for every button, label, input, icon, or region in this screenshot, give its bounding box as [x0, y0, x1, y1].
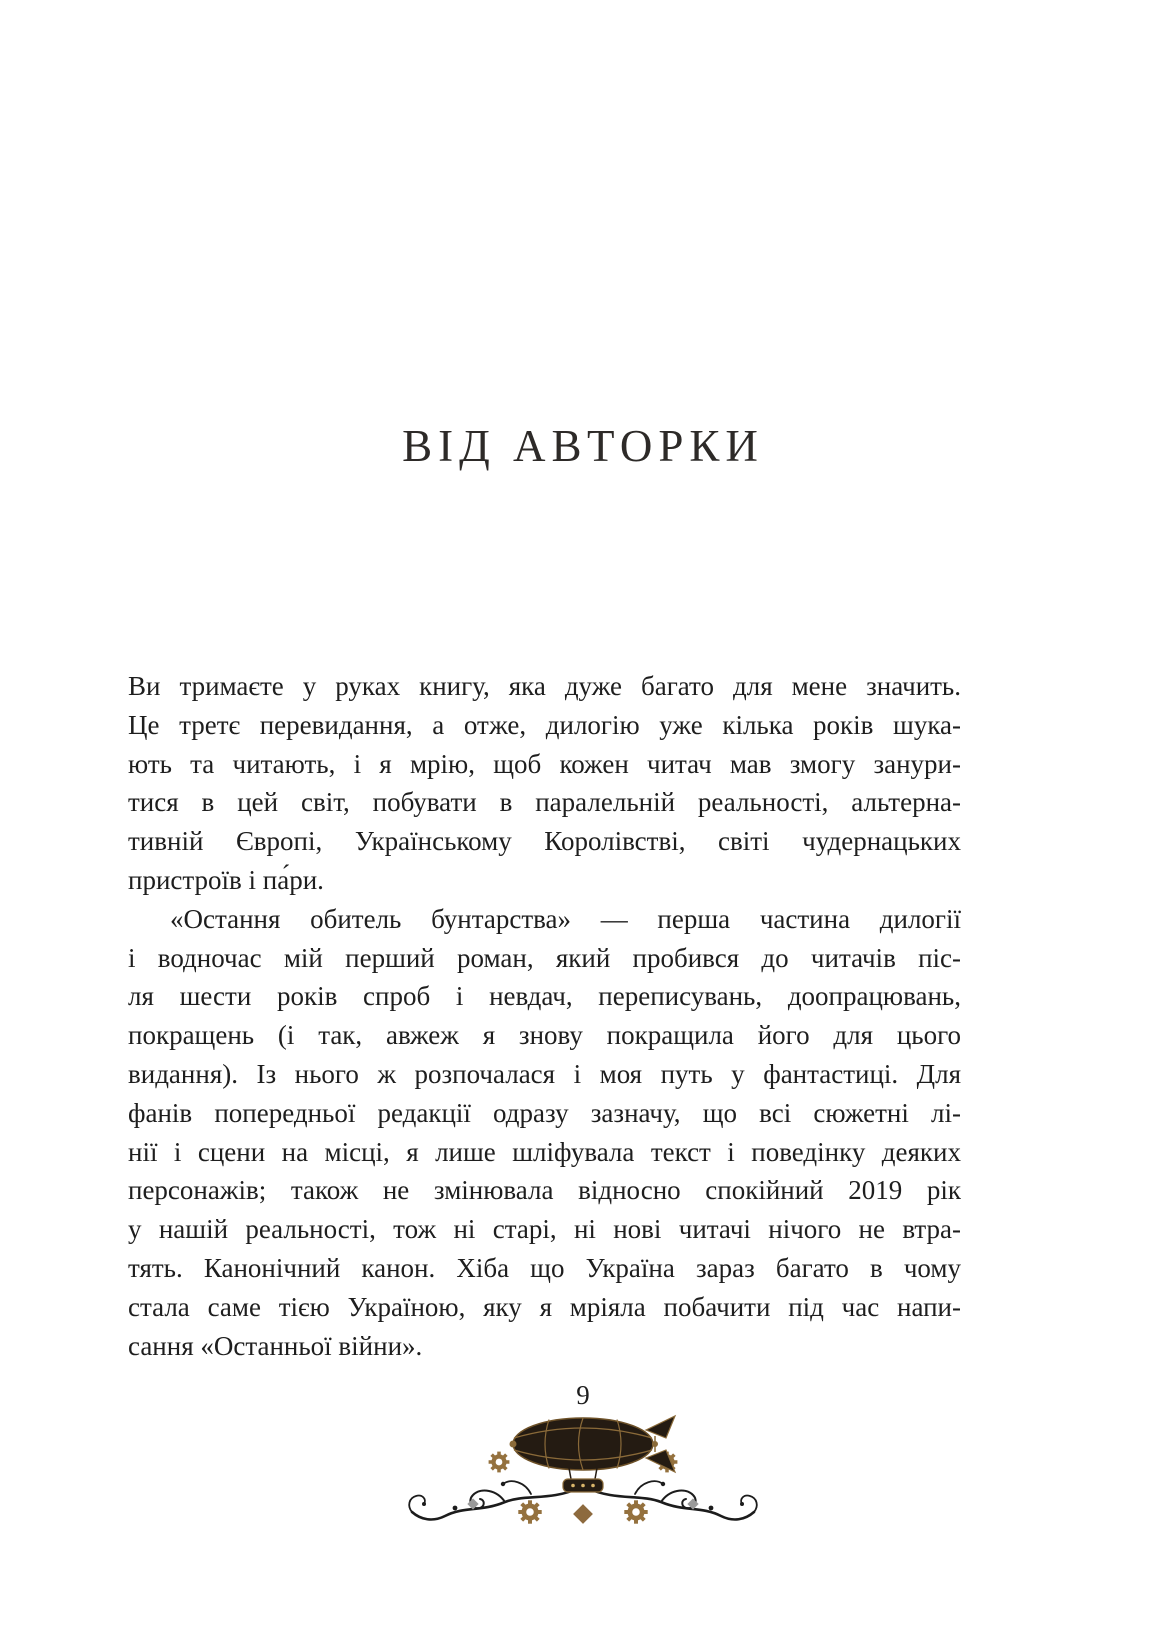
airship-ornament-graphic: [403, 1406, 763, 1532]
flourish-right-icon: [587, 1481, 757, 1519]
text-line: видання). Із нього ж розпочалася і моя путь у фантастиці. Для: [128, 1058, 961, 1089]
text-line: «Остання обитель бунтарства» — перша частина дилогії: [170, 903, 961, 934]
text-line: Це третє перевидання, а отже, дилогію уже кілька років шука-: [128, 709, 961, 740]
text-line: стала саме тією Україною, яку я мріяла побачити під час напи-: [128, 1291, 961, 1322]
text-line: тивній Європі, Українському Королівстві, світі чудернацьких: [128, 826, 961, 857]
text-line: і водночас мій перший роман, який пробився до читачів піс-: [128, 942, 961, 973]
text-line: фанів попередньої редакції одразу зазначу, що всі сюжетні лі-: [128, 1097, 961, 1128]
text-line: пристроїв і па́ри.: [128, 864, 324, 895]
chapter-title: ВІД АВТОРКИ: [402, 421, 764, 471]
gear-icon: [489, 1452, 510, 1473]
gear-icon: [624, 1500, 647, 1523]
text-line: Ви тримаєте у руках книгу, яка дуже багато для мене значить.: [128, 671, 961, 701]
text-line: персонажів; також не змінювала відносно спокійний 2019 рік: [128, 1175, 961, 1206]
text-line: покращень (і так, авжеж я знову покращила його для цього: [128, 1020, 961, 1051]
flourish-left-icon: [409, 1481, 579, 1519]
text-line: у нашій реальності, тож ні старі, ні нові читачі нічого не втра-: [128, 1214, 961, 1245]
text-line: тися в цей світ, побувати в паралельній реальності, альтерна-: [128, 787, 961, 818]
text-line: тять. Канонічний канон. Хіба що Україна зараз багато в чому: [128, 1252, 961, 1283]
text-line: ють та читають, і я мрію, щоб кожен читач мав змогу занури-: [128, 748, 961, 779]
text-line: ля шести років спроб і невдач, переписувань, доопрацювань,: [128, 981, 961, 1012]
diamond-icon: [573, 1504, 593, 1524]
text-line: нії і сцени на місці, я лише шліфувала текст і поведінку деяких: [128, 1136, 961, 1167]
airship-icon: [510, 1416, 676, 1492]
paragraph: [128, 900, 961, 1366]
page-number: 9: [576, 1380, 590, 1410]
text-line: сання «Останньої війни».: [128, 1330, 423, 1361]
paragraph: [128, 667, 961, 900]
airship-ornament: [403, 1406, 763, 1532]
gear-icon: [518, 1500, 541, 1523]
body-text: [128, 667, 961, 1365]
